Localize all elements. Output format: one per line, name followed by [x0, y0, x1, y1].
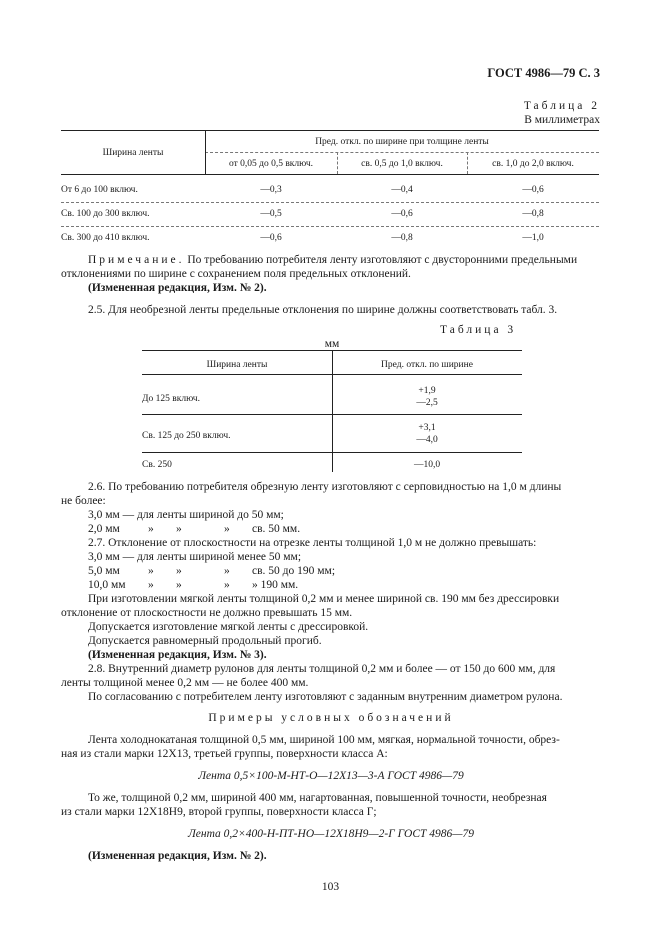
table2-subheader-1: от 0,05 до 0,5 включ. [228, 159, 314, 169]
ditto-mark: » [176, 579, 182, 591]
ditto-mark: » [148, 565, 154, 577]
section-2-6-line2: не более: [61, 495, 106, 507]
note-paragraph [61, 253, 601, 268]
item-value: 10,0 мм [88, 579, 126, 591]
table2-row-label: Св. 300 до 410 включ. [61, 233, 150, 243]
table3-cell: —10,0 [413, 460, 441, 470]
table2-units: В миллиметрах [524, 114, 600, 126]
example1-line1: Лента холоднокатаная толщиной 0,5 мм, шириной 100 мм, мягкая, нормальной точности, обрез- [88, 734, 560, 746]
section-2-7-line1: 2.7. Отклонение от плоскостности на отрезке ленты толщиной 1,0 м не должно превышать: [88, 537, 537, 549]
examples-revision: (Измененная редакция, Изм. № 2). [88, 850, 267, 862]
item-value: 5,0 мм [88, 565, 120, 577]
ditto-mark: » [148, 523, 154, 535]
table3-cell-lower: —4,0 [416, 435, 438, 445]
item-tail: св. 50 мм. [252, 523, 301, 535]
page-header: ГОСТ 4986—79 С. 3 [487, 66, 600, 80]
note-revision: (Измененная редакция, Изм. № 2). [88, 282, 267, 294]
table3-row-rule [142, 414, 522, 415]
table2-cell: —0,5 [260, 209, 282, 219]
section-2-7-item3 [88, 578, 298, 593]
table3-row-label: До 125 включ. [142, 394, 200, 404]
item-tail: св. 50 до 190 мм; [252, 565, 336, 577]
table3-col0-header: Ширина ленты [206, 360, 268, 370]
section-2-8-line1: 2.8. Внутренний диаметр рулонов для ленты толщиной 0,2 мм и более — от 150 до 600 мм, для [88, 663, 556, 675]
table2-caption: Таблица 2 [523, 100, 600, 112]
paragraph-2-5: 2.5. Для необрезной ленты предельные отклонения по ширине должны соответствовать табл. 3. [88, 304, 558, 316]
table2-cell: —0,4 [391, 185, 413, 195]
table3 [142, 350, 522, 472]
table2-row-rule [61, 226, 599, 227]
table2-col0-header: Ширина ленты [102, 148, 164, 158]
section-2-7-item2 [88, 564, 335, 579]
table2-cell: —1,0 [522, 233, 544, 243]
section-2-6-item1: 3,0 мм — для ленты шириной до 50 мм; [88, 509, 284, 521]
table2-cell: —0,3 [260, 185, 282, 195]
note-label: Примечание. [88, 254, 185, 266]
ditto-mark: » [224, 523, 230, 535]
ditto-mark: » [148, 579, 154, 591]
section-2-7-soft-line2: отклонение от плоскостности не должно превышать 15 мм. [61, 607, 353, 619]
table3-row-rule [142, 452, 522, 453]
ditto-mark: » [176, 565, 182, 577]
note-text-2: отклонениями по ширине с сохранением поля предельных отклонений. [61, 268, 411, 280]
table3-col1-header: Пред. откл. по ширине [381, 360, 473, 370]
table3-cell-lower: —2,5 [416, 398, 438, 408]
note-text-1: По требованию потребителя ленту изготовляют с двусторонними предельными [187, 254, 578, 266]
example2-designation: Лента 0,2×400-Н-ПТ-НО—12Х18Н9—2-Г ГОСТ 4986—79 [187, 828, 475, 840]
section-2-7-allow2: Допускается равномерный продольный прогиб. [88, 635, 322, 647]
table2-row-label: Св. 100 до 300 включ. [61, 209, 150, 219]
table2-top-rule [61, 130, 599, 131]
item-value: 2,0 мм [88, 523, 120, 535]
table3-caption: Таблица 3 [440, 324, 517, 336]
table2-header-rule [61, 174, 599, 175]
table3-cell-upper: +1,9 [418, 386, 436, 396]
table2-group-header: Пред. откл. по ширине при толщине ленты [315, 137, 489, 147]
table2-cell: —0,8 [522, 209, 544, 219]
section-2-7-revision: (Измененная редакция, Изм. № 3). [88, 649, 267, 661]
item-tail: » 190 мм. [252, 579, 299, 591]
table2-cell: —0,6 [522, 185, 544, 195]
section-2-6-item2 [88, 522, 300, 537]
example1-line2: ная из стали марки 12Х13, третьей группы, поверхности класса А: [61, 748, 388, 760]
section-2-7-soft-line1: При изготовлении мягкой ленты толщиной 0,2 мм и менее шириной св. 190 мм без дрессировки [88, 593, 560, 605]
ditto-mark: » [224, 579, 230, 591]
examples-heading: Примеры условных обозначений [208, 712, 454, 724]
table2-subheader-rule [205, 152, 599, 153]
ditto-mark: » [224, 565, 230, 577]
ditto-mark: » [176, 523, 182, 535]
table3-row-label: Св. 125 до 250 включ. [142, 431, 231, 441]
table2-cell: —0,6 [391, 209, 413, 219]
table2-row-rule [61, 202, 599, 203]
example2-line1: То же, толщиной 0,2 мм, шириной 400 мм, нагартованная, повышенной точности, необрезная [88, 792, 547, 804]
example2-line2: из стали марки 12Х18Н9, второй группы, поверхности класса Г; [61, 806, 377, 818]
table2-cell: —0,6 [260, 233, 282, 243]
section-2-8-line3: По согласованию с потребителем ленту изготовляют с заданным внутренним диаметром рулона. [88, 691, 563, 703]
example1-designation: Лента 0,5×100-М-НТ-О—12Х13—3-А ГОСТ 4986—79 [198, 770, 464, 782]
section-2-7-item1: 3,0 мм — для ленты шириной менее 50 мм; [88, 551, 302, 563]
table2-subheader-3: св. 1,0 до 2,0 включ. [492, 159, 574, 169]
table3-cell-upper: +3,1 [418, 423, 436, 433]
page-number: 103 [321, 881, 340, 893]
table2-cell: —0,8 [391, 233, 413, 243]
table2-subheader-2: св. 0,5 до 1,0 включ. [361, 159, 443, 169]
table2-row-label: От 6 до 100 включ. [61, 185, 138, 195]
section-2-6-line1: 2.6. По требованию потребителя обрезную ленту изготовляют с серповидностью на 1,0 м длины [88, 481, 562, 493]
table2 [61, 130, 599, 250]
section-2-8-line2: ленты толщиной менее 0,2 мм — не более 400 мм. [61, 677, 309, 689]
table3-units: мм [324, 338, 340, 350]
section-2-7-allow1: Допускается изготовление мягкой ленты с дрессировкой. [88, 621, 369, 633]
table3-row-label: Св. 250 [142, 460, 172, 470]
